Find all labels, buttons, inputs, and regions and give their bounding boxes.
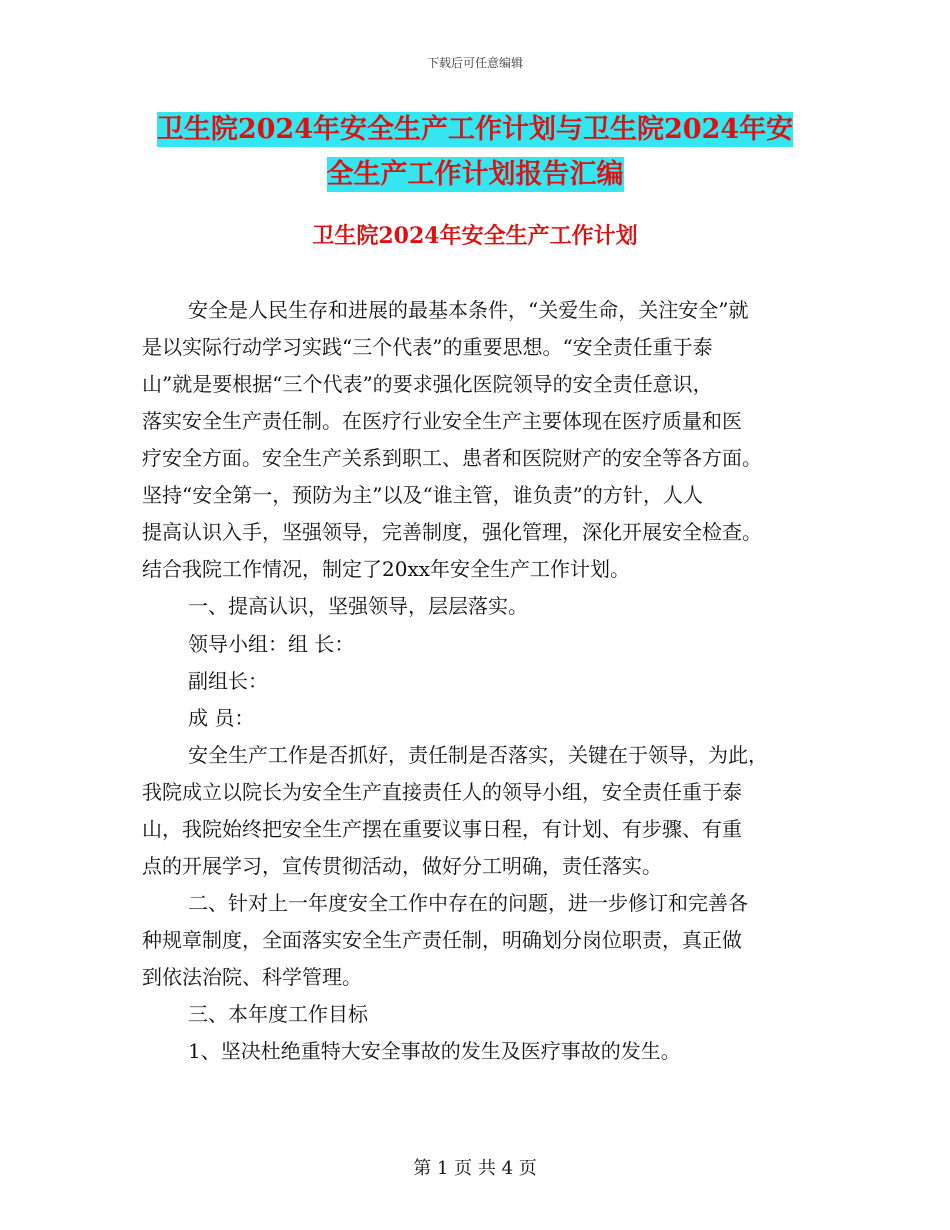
- document-title-line-2: [0, 155, 950, 195]
- section-title: 卫生院2024年安全生产工作计划: [312, 223, 638, 249]
- body-line: 坚持“安全第一，预防为主”以及“谁主管，谁负责”的方针，人人: [142, 483, 703, 507]
- body-line: 我院成立以院长为安全生产直接责任人的领导小组，安全责任重于泰: [142, 780, 742, 804]
- document-title-text-1: 卫生院2024年安全生产工作计划与卫生院2024年安: [156, 114, 794, 145]
- body-line: 成 员：: [188, 706, 255, 730]
- body-line: 安全生产工作是否抓好，责任制是否落实，关键在于领导，为此，: [188, 743, 768, 767]
- body-line: 领导小组：组 长：: [188, 632, 355, 656]
- heading-line: 三、本年度工作目标: [188, 1002, 368, 1026]
- body-line: 点的开展学习，宣传贯彻活动，做好分工明确，责任落实。: [142, 854, 662, 878]
- body-line: 1、坚决杜绝重特大安全事故的发生及医疗事故的发生。: [188, 1039, 681, 1063]
- body-line: 到依法治院、科学管理。: [142, 965, 362, 989]
- body-line: 落实安全生产责任制。在医疗行业安全生产主要体现在医疗质量和医: [142, 409, 742, 433]
- body-line: 安全是人民生存和进展的最基本条件，“关爱生命，关注安全”就: [188, 298, 749, 322]
- body-line: 是以实际行动学习实践“三个代表”的重要思想。“安全责任重于泰: [142, 335, 713, 359]
- page-footer: 第 1 页 共 4 页: [413, 1158, 537, 1179]
- body-line: 山”就是要根据“三个代表”的要求强化医院领导的安全责任意识，: [142, 372, 713, 396]
- body-line: 提高认识入手，坚强领导，完善制度，强化管理，深化开展安全检查。: [142, 520, 762, 544]
- heading-line: 一、提高认识，坚强领导，层层落实。: [188, 594, 528, 618]
- header-note: 下载后可任意编辑: [426, 56, 523, 70]
- body-line: 种规章制度，全面落实安全生产责任制，明确划分岗位职责，真正做: [142, 928, 742, 952]
- body-line: 结合我院工作情况，制定了20xx年安全生产工作计划。: [142, 557, 631, 581]
- document-title-text-2: 全生产工作计划报告汇编: [326, 159, 624, 190]
- heading-line: 二、针对上一年度安全工作中存在的问题，进一步修订和完善各: [188, 891, 748, 915]
- body-line: 副组长：: [188, 669, 268, 693]
- body-line: 山，我院始终把安全生产摆在重要议事日程，有计划、有步骤、有重: [142, 817, 742, 841]
- document-title-line-1: [0, 110, 950, 150]
- body-line: 疗安全方面。安全生产关系到职工、患者和医院财产的安全等各方面。: [142, 446, 762, 470]
